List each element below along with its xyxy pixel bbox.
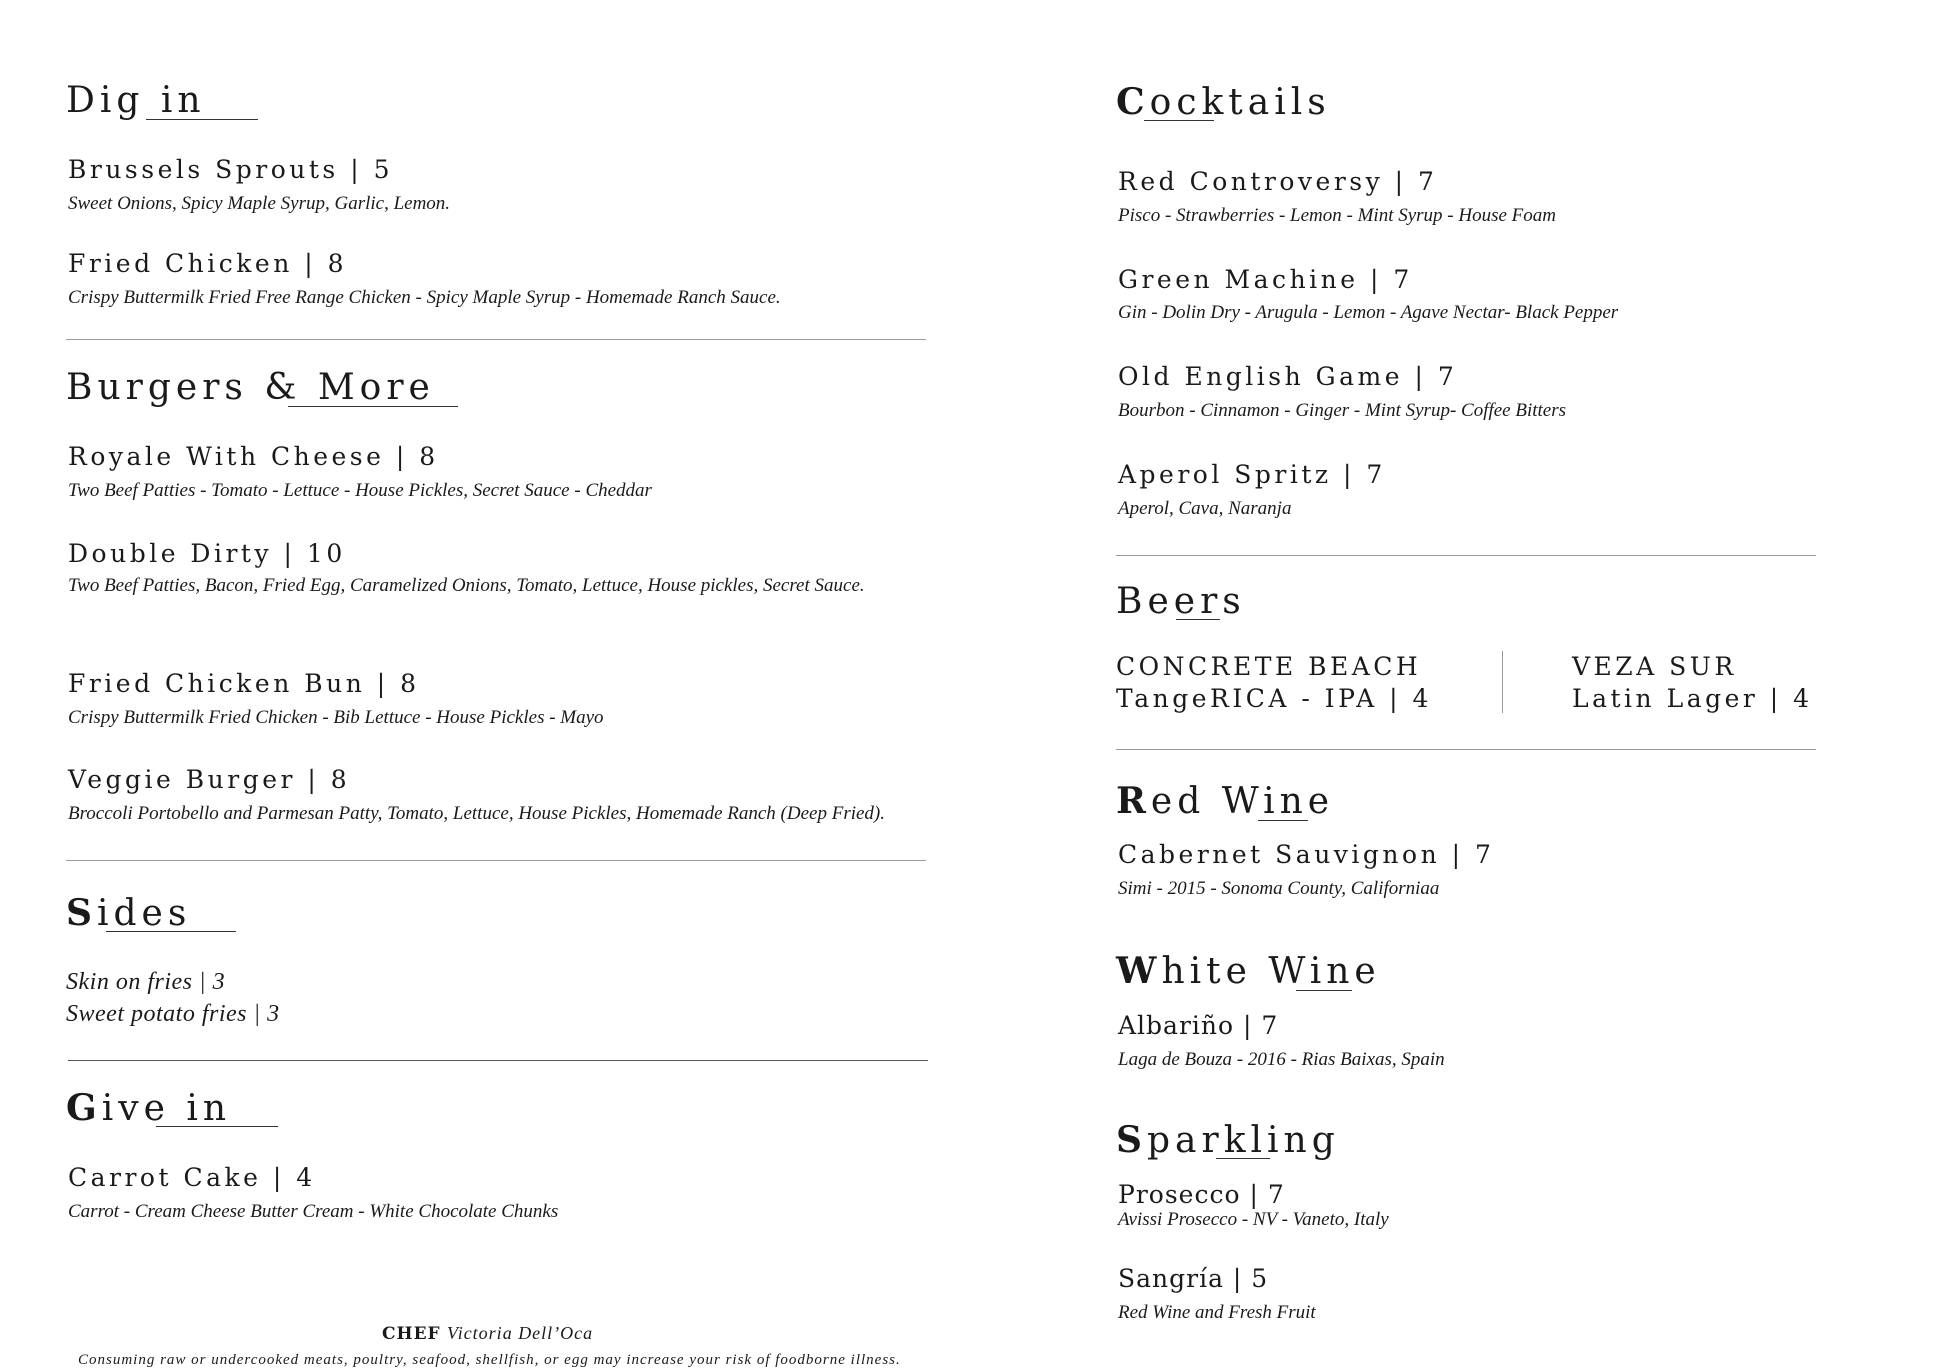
menu-item-desc: Two Beef Patties - Tomato - Lettuce - House Pickles, Secret Sauce - Cheddar xyxy=(68,480,652,501)
title-underline xyxy=(146,119,258,120)
beer-brand: VEZA SUR xyxy=(1572,652,1737,681)
menu-item-name: Albariño | 7 xyxy=(1118,1011,1279,1040)
menu-item-desc: Sweet Onions, Spicy Maple Syrup, Garlic, Lemon. xyxy=(68,193,451,214)
section-title-sides: Sides xyxy=(66,892,192,934)
menu-item-name: Aperol Spritz | 7 xyxy=(1118,460,1386,489)
allergen-notice: Consuming raw or undercooked meats, poultry, seafood, shellfish, or egg may increase your risk of foodborne illness. xyxy=(78,1352,901,1368)
beer-item xyxy=(1116,651,1432,715)
section-divider xyxy=(66,339,926,340)
menu-item-name: Cabernet Sauvignon | 7 xyxy=(1118,840,1495,869)
section-divider xyxy=(68,1060,928,1061)
section-divider xyxy=(1116,555,1816,556)
menu-item-name: Fried Chicken | 8 xyxy=(68,249,348,278)
menu-item-name: Carrot Cake | 4 xyxy=(68,1163,316,1192)
menu-item-name: Old English Game | 7 xyxy=(1118,362,1458,391)
menu-item-desc: Bourbon - Cinnamon - Ginger - Mint Syrup- Coffee Bitters xyxy=(1118,400,1567,421)
title-underline xyxy=(106,931,236,932)
section-title-white-wine: White Wine xyxy=(1116,950,1381,992)
menu-item-desc: Laga de Bouza - 2016 - Rias Baixas, Spain xyxy=(1118,1049,1445,1070)
menu-item-name: Sangría | 5 xyxy=(1118,1264,1269,1293)
menu-item-name: Brussels Sprouts | 5 xyxy=(68,155,393,184)
menu-item-name: Fried Chicken Bun | 8 xyxy=(68,669,420,698)
section-title-sparkling: Sparkling xyxy=(1116,1119,1340,1161)
title-underline xyxy=(1176,619,1220,620)
menu-item-desc: Two Beef Patties, Bacon, Fried Egg, Caramelized Onions, Tomato, Lettuce, House pickles, Secret Sauce. xyxy=(68,575,865,596)
title-underline xyxy=(1144,120,1214,121)
title-underline xyxy=(156,1126,278,1127)
menu-item-desc: Broccoli Portobello and Parmesan Patty, Tomato, Lettuce, House Pickles, Homemade Ranch (Deep Fried). xyxy=(68,803,886,824)
section-title-dig-in: Dig in xyxy=(66,80,206,121)
chef-credit: CHEF Victoria Dell’Oca xyxy=(382,1323,594,1344)
title-underline xyxy=(1258,820,1308,821)
menu-item-name: Green Machine | 7 xyxy=(1118,265,1413,294)
menu-item-desc: Simi - 2015 - Sonoma County, Californiaa xyxy=(1118,878,1440,899)
menu-item-name: Double Dirty | 10 xyxy=(68,539,346,568)
menu-item-name: Prosecco | 7 xyxy=(1118,1180,1285,1209)
title-underline xyxy=(1296,990,1352,991)
menu-item-desc: Crispy Buttermilk Fried Chicken - Bib Lettuce - House Pickles - Mayo xyxy=(68,707,604,728)
menu-item-desc: Aperol, Cava, Naranja xyxy=(1118,498,1292,519)
menu-item-name: Red Controversy | 7 xyxy=(1118,167,1438,196)
section-title-burgers: Burgers & More xyxy=(66,367,435,408)
beer-item xyxy=(1572,651,1813,715)
menu-item-name: Royale With Cheese | 8 xyxy=(68,442,439,471)
beer-name: Latin Lager | 4 xyxy=(1572,684,1813,713)
menu-item-desc: Carrot - Cream Cheese Butter Cream - White Chocolate Chunks xyxy=(68,1201,559,1222)
beer-divider xyxy=(1502,651,1503,713)
section-title-red-wine: Red Wine xyxy=(1116,780,1335,822)
section-title-cocktails: Cocktails xyxy=(1116,81,1331,123)
menu-item-desc: Crispy Buttermilk Fried Free Range Chicken - Spicy Maple Syrup - Homemade Ranch Sauce. xyxy=(68,287,781,308)
side-item: Sweet potato fries | 3 xyxy=(66,1001,280,1027)
title-underline xyxy=(288,406,458,407)
menu-item-desc: Pisco - Strawberries - Lemon - Mint Syrup - House Foam xyxy=(1118,205,1557,226)
section-divider xyxy=(66,860,926,861)
beer-brand: CONCRETE BEACH xyxy=(1116,652,1422,681)
section-divider xyxy=(1116,749,1816,750)
menu-item-desc: Avissi Prosecco - NV - Vaneto, Italy xyxy=(1118,1209,1389,1230)
title-underline xyxy=(1216,1158,1270,1159)
beer-name: TangeRICA - IPA | 4 xyxy=(1116,684,1432,713)
side-item: Skin on fries | 3 xyxy=(66,969,226,995)
menu-item-desc: Red Wine and Fresh Fruit xyxy=(1118,1302,1316,1323)
menu-item-name: Veggie Burger | 8 xyxy=(68,765,351,794)
section-title-give-in: Give in xyxy=(66,1087,232,1129)
menu-item-desc: Gin - Dolin Dry - Arugula - Lemon - Agave Nectar- Black Pepper xyxy=(1118,302,1619,323)
section-title-beers: Beers xyxy=(1116,581,1246,622)
